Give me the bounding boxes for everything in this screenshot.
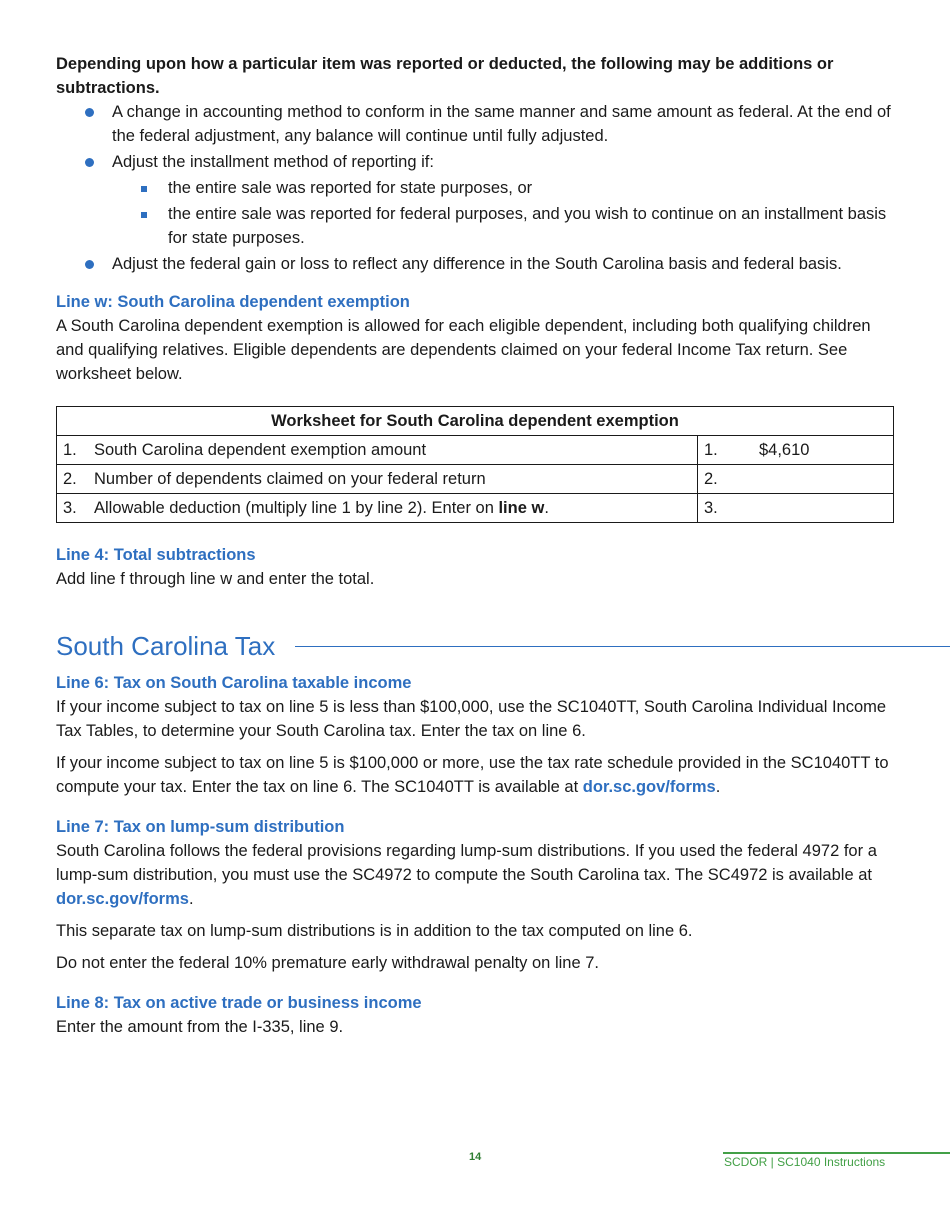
dor-forms-link[interactable]: dor.sc.gov/forms (56, 890, 189, 908)
line-7-para: Do not enter the federal 10% premature early withdrawal penalty on line 7. (56, 954, 599, 972)
footer-rule (723, 1152, 950, 1154)
line-6-section (56, 671, 894, 799)
dependent-exemption-worksheet (56, 406, 894, 523)
line-6-para: If your income subject to tax on line 5 is less than $100,000, use the SC1040TT, South Carolina Individual Income Tax Tables, to determine your South Carolina tax. Enter the tax on line 6. (56, 698, 887, 740)
dor-forms-link[interactable]: dor.sc.gov/forms (582, 778, 716, 796)
bullet-dot-icon (85, 260, 94, 269)
line-7-heading: Line 7: Tax on lump-sum distribution (56, 818, 345, 836)
line-7-para: This separate tax on lump-sum distributions is in addition to the tax computed on line 6. (56, 922, 693, 940)
line-w-section (56, 290, 894, 386)
table-row: 2. Number of dependents claimed on your federal return 2. (57, 465, 894, 494)
section-rule (295, 646, 950, 647)
page-number: 14 (469, 1151, 482, 1163)
intro-heading: Depending upon how a particular item was reported or deducted, the following may be additions or subtractions. (56, 55, 834, 97)
line-6-heading: Line 6: Tax on South Carolina taxable income (56, 674, 412, 692)
footer-title: SCDOR | SC1040 Instructions (724, 1155, 886, 1169)
sub-bullet-list (112, 176, 894, 250)
line-8-section (56, 991, 894, 1039)
line-w-text: A South Carolina dependent exemption is allowed for each eligible dependent, including both qualifying children and qualifying relatives. Eligible dependents are dependents claimed on your federal Income Tax return. See worksheet below. (56, 317, 871, 383)
sub-bullet-item: the entire sale was reported for federal purposes, and you wish to continue on an installment basis for state purposes. (168, 202, 894, 250)
square-bullet-icon (141, 212, 147, 218)
bullet-item: A change in accounting method to conform in the same manner and same amount as federal. At the end of the federal adjustment, any balance will continue until fully adjusted. (112, 100, 894, 148)
table-row: 3. Allowable deduction (multiply line 1 by line 2). Enter on line w. 3. (57, 494, 894, 523)
intro-bullet-list (56, 100, 894, 276)
section-header (56, 629, 894, 663)
line-7-para: South Carolina follows the federal provisions regarding lump-sum distributions. If you used the federal 4972 for a lump-sum distribution, you must use the SC4972 to compute the South Carolina tax. The SC4972 is available at dor.sc.gov/forms. (56, 842, 877, 908)
section-title: South Carolina Tax (56, 631, 276, 661)
exemption-amount: $4,610 (759, 441, 810, 459)
square-bullet-icon (141, 186, 147, 192)
line-w-heading: Line w: South Carolina dependent exemption (56, 293, 410, 311)
line-6-para: If your income subject to tax on line 5 is $100,000 or more, use the tax rate schedule provided in the SC1040TT to compute your tax. Enter the tax on line 6. The SC1040TT is available at dor.sc.gov/forms. (56, 754, 889, 796)
table-row: 1. South Carolina dependent exemption amount 1. $4,610 (57, 436, 894, 465)
line-4-section (56, 543, 894, 591)
sub-bullet-item: the entire sale was reported for state purposes, or (168, 176, 894, 200)
bullet-item: Adjust the installment method of reporting if: the entire sale was reported for state purposes, or the entire sale was reported for federal purposes, and you wish to continue on an installment basis for state purposes. (112, 150, 894, 250)
bullet-dot-icon (85, 108, 94, 117)
line-8-text: Enter the amount from the I-335, line 9. (56, 1018, 344, 1036)
line-4-heading: Line 4: Total subtractions (56, 546, 256, 564)
bullet-dot-icon (85, 158, 94, 167)
document-page (56, 52, 894, 1039)
worksheet-title: Worksheet for South Carolina dependent exemption (57, 407, 894, 436)
bullet-item: Adjust the federal gain or loss to reflect any difference in the South Carolina basis and federal basis. (112, 252, 894, 276)
line-4-text: Add line f through line w and enter the total. (56, 570, 375, 588)
line-7-section (56, 815, 894, 975)
line-8-heading: Line 8: Tax on active trade or business income (56, 994, 422, 1012)
